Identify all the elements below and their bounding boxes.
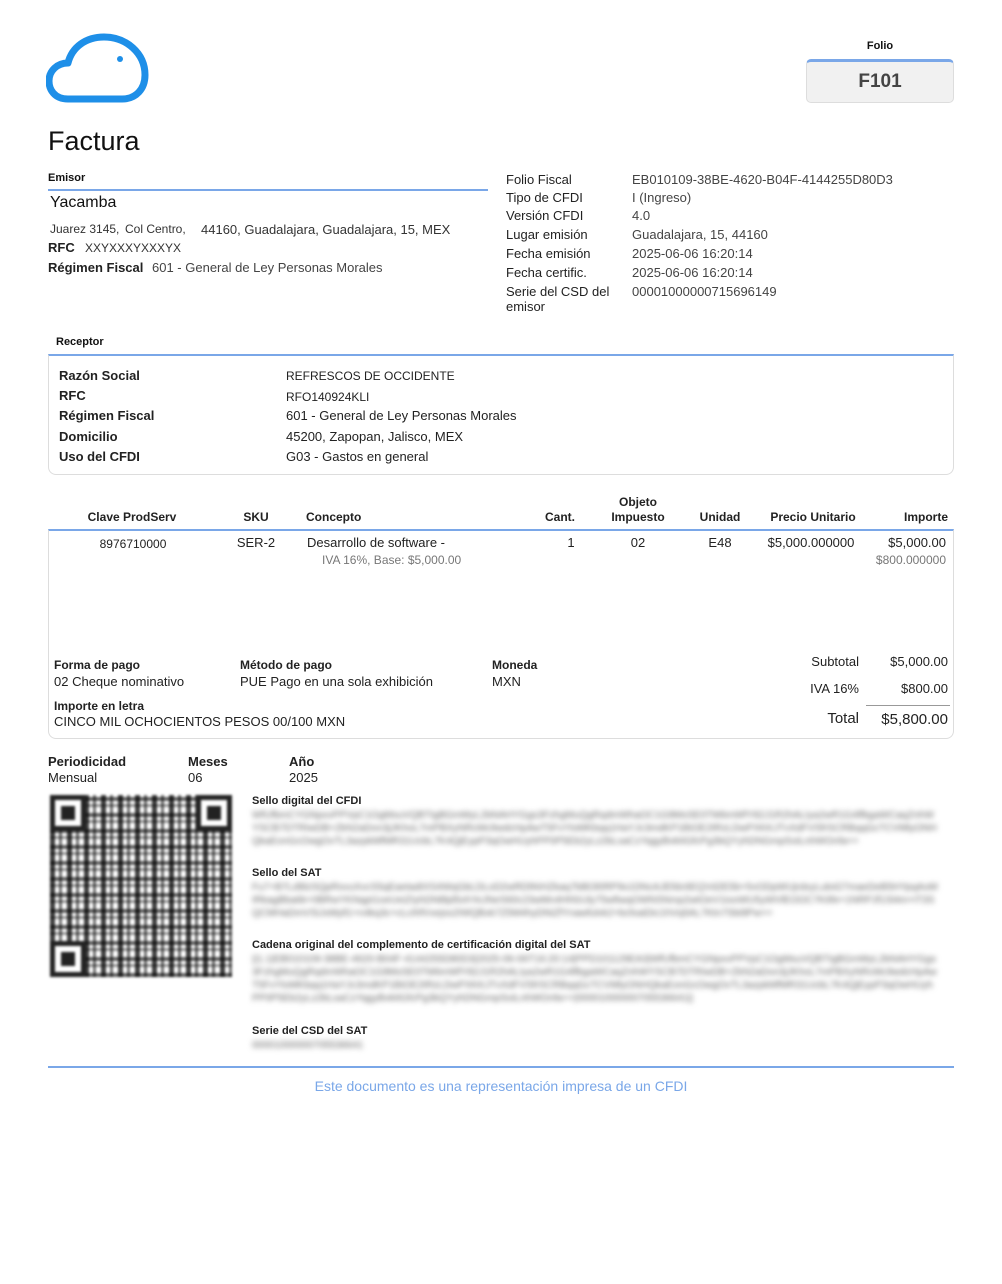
periodicidad-label: Periodicidad <box>48 754 127 769</box>
fiscal-value: 2025-06-06 16:20:14 <box>632 265 753 280</box>
qr-finder-icon <box>50 941 86 977</box>
footer-divider <box>48 1066 954 1068</box>
moneda-label: Moneda <box>492 658 538 672</box>
moneda-value: MXN <box>492 674 521 689</box>
item-clave: 8976710000 <box>99 537 167 551</box>
cadena-text: ||1.1|EB010109-38BE-4620-B04F-4144255D80D3|2025-06-06T16:20:14|PPD101129EA3|WfUfbmCYGNpxvPPVpC1OgMsuVQBTIgBGmMyL2bNAHYGgs3FzhgMuQgRqdmWhaOC1G9MsSE0TM6mWfY82J1R2hALIya2wR1G4lfbgaWCaqZnhWYSCB7DTRIwDB+ZkN2aDon3jJKhoL7mPBXyNRcMc9wdcHpAwT5FvYloMKbqq1HaYJc3mdKP1BiOE2tRzLDwPXKKJTvXdFVSfrSCRBqqGcTCVMlyONHQkaEonGcOwgOvTL3azpkMfMR31UcbL7K4QjEypP3qOwHUyhPP0P5Eb2yLz2bLsaCzYqgyBvktIGfcPg3bQYyhDNGmpSoiLnhWOnfa==|00001000000705536641|| <box>252 954 937 1004</box>
folio-box <box>806 59 954 103</box>
fiscal-key: Tipo de CFDI <box>506 190 583 205</box>
col-header-clave: Clave ProdServ <box>87 510 177 524</box>
total-label: Total <box>827 710 859 727</box>
col-header-unidad: Unidad <box>699 510 741 524</box>
fiscal-key: Fecha emisión <box>506 246 591 261</box>
col-header-importe: Importe <box>903 510 948 524</box>
receptor-value: 601 - General de Ley Personas Morales <box>286 408 517 423</box>
sello-sat-text: Fu7+B7Ld9lzSQpRsvuXvcS5qEaetadtXS4WqGbLDLoD2wRDfAIHZkaq7bBOl0RP9s1DNcAJEfdc6EQVd2E5b+5vODpWUjrdxyLub427maeDeB5HYpqAoMIRkagBba6k+0BRwYKNqpt1oeUeiZIyhDN8lpl5vhYeJNeS60c23wMn4HhfzUly75wfiwqOWNSNmp2wtOeV1iooWU5yWVlEOOC7K6fe+1NRPJf1Sl4m+iT3SQCMHaDmVSiJxMyll1+n4kq3c+cLcIhfVxejss2IWQBxk7Z5M4hyDNiZfYnawfulvk2+bcfxaiDic1hVq5AL7Ktn7Sbi9Pw== <box>252 882 938 919</box>
fiscal-value: 4.0 <box>632 208 651 223</box>
items-box <box>48 529 954 739</box>
col-header-sku: SKU <box>243 510 269 524</box>
col-header-impuesto: Impuesto <box>611 510 665 524</box>
col-header-precio: Precio Unitario <box>770 510 856 524</box>
fiscal-value: 00001000000715696149 <box>632 284 777 299</box>
serie-sat-text: 00001000000705536641 <box>252 1040 364 1051</box>
emisor-regimen-value: 601 - General de Ley Personas Morales <box>152 260 383 275</box>
item-importe: $5,000.00 <box>888 535 946 550</box>
receptor-value: REFRESCOS DE OCCIDENTE <box>286 369 455 383</box>
col-header-objeto: Objeto <box>619 495 657 509</box>
item-unidad: E48 <box>708 535 732 550</box>
emisor-rfc-label: RFC <box>48 240 75 255</box>
stamps-block <box>252 795 938 1055</box>
item-concepto: Desarrollo de software - <box>307 535 445 550</box>
totals-divider <box>866 705 950 706</box>
col-header-concepto: Concepto <box>306 510 362 524</box>
periodicidad-value: Mensual <box>48 770 98 785</box>
anio-label: Año <box>289 754 315 769</box>
receptor-value: RFO140924KLI <box>286 390 370 404</box>
meses-label: Meses <box>188 754 228 769</box>
cloud-logo-icon <box>46 33 150 105</box>
emisor-name: Yacamba <box>50 194 117 211</box>
emisor-divider <box>48 189 488 191</box>
sello-cfdi-text: WfUfbmCYGNpxvPPVpC1OgMsuVQBTIgBGmMyL2bNAHYGgs3FzhgMuQgRqdmWhaOC1G9MsSE0TM6mWfY82J1R2hALIya2wR1G4lfbgaWCaqZnhWYSCB7DTRIwDB+ZkN2aDon3jJKhoL7mPBXyNRcMc9wdcHpAwT5FvYloMKbqq1HaYJc3mdKP1BiOE2tRzLDwPXKKJTvXdFVSfrSCRBqqGcTCVMlyONHQkaEonGcOwgOvTL3azpkMfMR31UcbL7K4QjEypP3qOwHUyhPP0P5Eb2yLz2bLsaCzYqgyBvktIGfcPg3bQYyhDNGmpSoiLnhWOnfa== <box>252 810 937 847</box>
forma-pago-label: Forma de pago <box>54 658 141 672</box>
fiscal-key: Folio Fiscal <box>506 172 572 187</box>
emisor-label: Emisor <box>48 172 86 184</box>
item-precio: $5,000.000000 <box>767 535 855 550</box>
subtotal-label: Subtotal <box>811 654 859 669</box>
item-objeto: 02 <box>630 535 646 550</box>
fiscal-value: 2025-06-06 16:20:14 <box>632 246 753 261</box>
sello-cfdi-label: Sello digital del CFDI <box>252 795 362 807</box>
fiscal-value: Guadalajara, 15, 44160 <box>632 227 768 242</box>
meses-value: 06 <box>188 770 203 785</box>
fiscal-key: Lugar emisión <box>506 227 588 242</box>
item-cant: 1 <box>567 535 575 550</box>
receptor-value: 45200, Zapopan, Jalisco, MEX <box>286 429 464 444</box>
fiscal-value: EB010109-38BE-4620-B04F-4144255D80D3 <box>632 172 893 187</box>
fiscal-value: I (Ingreso) <box>632 190 692 205</box>
folio-label: Folio <box>866 40 894 52</box>
iva-value: $800.00 <box>901 681 948 696</box>
fiscal-key: Versión CFDI <box>506 208 584 223</box>
item-tax-note: IVA 16%, Base: $5,000.00 <box>322 553 462 567</box>
iva-label: IVA 16% <box>810 681 859 696</box>
receptor-key: Razón Social <box>59 368 140 383</box>
fiscal-key: Fecha certific. <box>506 265 587 280</box>
sello-sat-label: Sello del SAT <box>252 867 322 879</box>
qr-finder-icon <box>196 795 232 831</box>
forma-pago-value: 02 Cheque nominativo <box>54 674 185 689</box>
fiscal-key: Serie del CSD del emisor <box>506 284 610 314</box>
receptor-key: RFC <box>59 388 86 403</box>
anio-value: 2025 <box>289 770 318 785</box>
emisor-city: 44160, Guadalajara, Guadalajara, 15, MEX <box>201 222 451 237</box>
receptor-key: Régimen Fiscal <box>59 408 155 423</box>
emisor-regimen-label: Régimen Fiscal <box>48 260 144 275</box>
emisor-rfc-value: XXYXXXYXXXYX <box>85 241 182 255</box>
cadena-label: Cadena original del complemento de certificación digital del SAT <box>252 939 591 951</box>
importe-letra-label: Importe en letra <box>54 699 145 713</box>
footer-note: Este documento es una representación impresa de un CFDI <box>314 1078 688 1094</box>
qr-code-icon <box>50 795 232 977</box>
receptor-key: Uso del CFDI <box>59 449 140 464</box>
page-title: Factura <box>48 126 140 156</box>
receptor-value: G03 - Gastos en general <box>286 449 429 464</box>
serie-sat-label: Serie del CSD del SAT <box>252 1025 368 1037</box>
emisor-colonia: Col Centro, <box>125 222 186 236</box>
importe-letra-value: CINCO MIL OCHOCIENTOS PESOS 00/100 MXN <box>54 714 346 729</box>
total-value: $5,800.00 <box>881 711 948 728</box>
qr-finder-icon <box>50 795 86 831</box>
emisor-street: Juarez 3145, <box>50 222 120 236</box>
subtotal-value: $5,000.00 <box>890 654 948 669</box>
item-tax-amount: $800.000000 <box>875 553 946 567</box>
metodo-pago-value: PUE Pago en una sola exhibición <box>240 674 433 689</box>
metodo-pago-label: Método de pago <box>240 658 332 672</box>
receptor-label: Receptor <box>56 336 104 348</box>
folio-value: F101 <box>858 71 902 92</box>
item-sku: SER-2 <box>236 535 276 550</box>
receptor-key: Domicilio <box>59 429 118 444</box>
col-header-cant: Cant. <box>545 510 575 524</box>
